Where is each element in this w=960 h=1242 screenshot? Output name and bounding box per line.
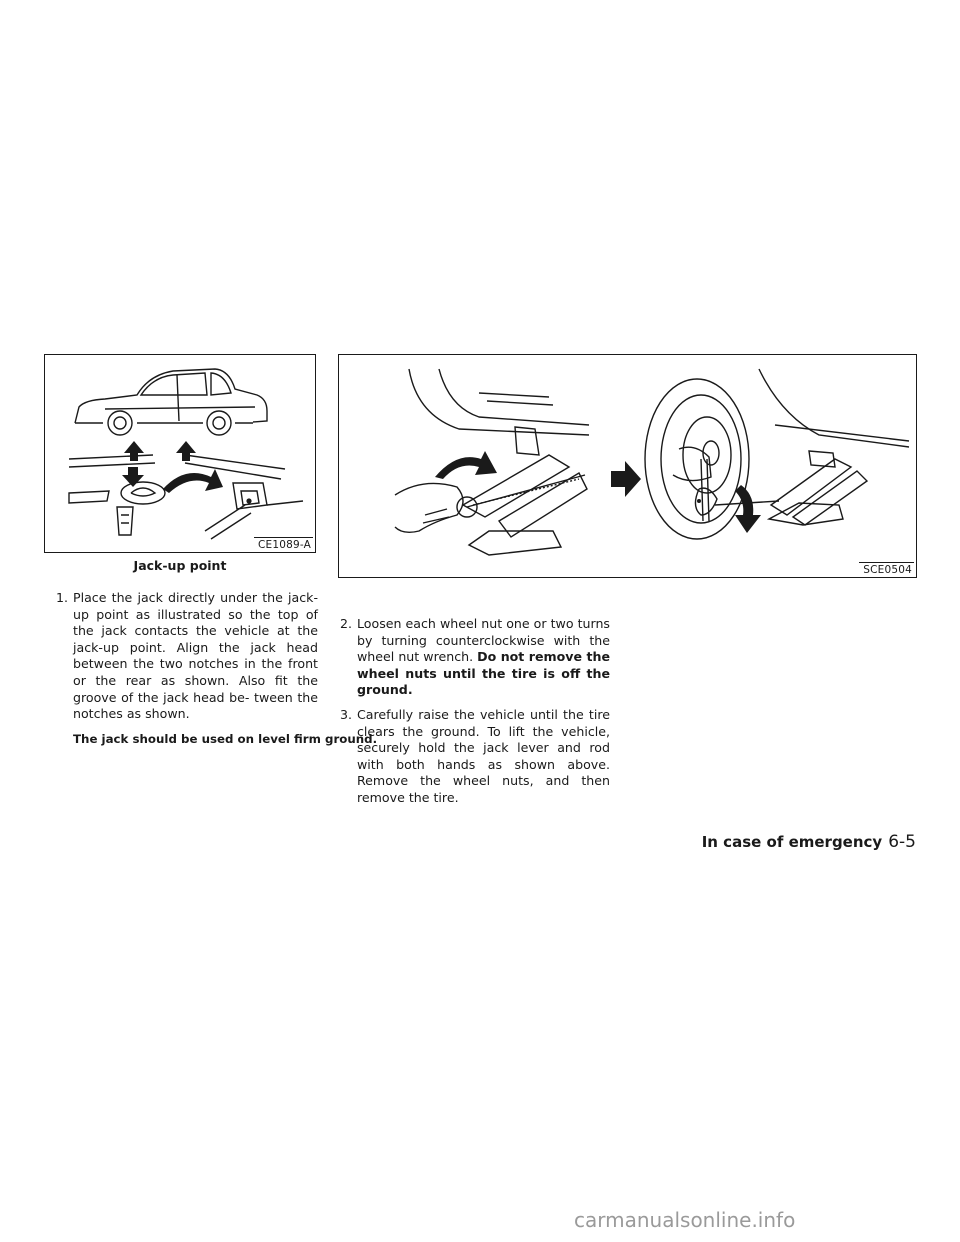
step-3	[328, 707, 610, 807]
step-note: The jack should be used on level firm ground.	[73, 731, 378, 746]
jack-up-point-figure	[44, 354, 316, 553]
step-number: 1.	[55, 590, 68, 605]
section-title: In case of emergency	[701, 833, 883, 851]
step-text: Place the jack directly under the jack-up point as illustrated so the top of the jack contacts the vehicle at the jack-up point. Align the jack head between the two notches in the front or the rear as shown. Also fit the groove of the jack head be- tween the notches as shown.	[73, 590, 318, 722]
step-warning: Do not remove the wheel nuts until the tire is off the ground.	[357, 649, 610, 698]
page-number: 6-5	[888, 832, 916, 852]
step-number: 2.	[339, 616, 352, 631]
text-column-left	[44, 590, 378, 747]
text-column-right	[328, 616, 610, 807]
jack-operation-figure	[338, 354, 917, 578]
watermark: carmanualsonline.info	[574, 1208, 796, 1232]
figure-code: CE1089-A	[254, 537, 313, 551]
step-number: 3.	[339, 706, 352, 722]
step-text: Loosen each wheel nut one or two turns by turning counterclockwise with the wheel nut wrench.	[357, 616, 610, 665]
jack-operation-illustration	[339, 355, 917, 578]
figure-caption: Jack-up point	[133, 558, 227, 573]
page-footer	[702, 832, 916, 852]
step-text: Carefully raise the vehicle until the tire clears the ground. To lift the vehicle, securely hold the jack lever and rod with both hands as shown above. Remove the wheel nuts, and then remove the tire.	[357, 706, 610, 805]
figure-code: SCE0504	[859, 562, 914, 576]
jack-up-point-illustration	[45, 355, 316, 553]
step-2	[328, 616, 610, 699]
step-1	[44, 590, 318, 723]
